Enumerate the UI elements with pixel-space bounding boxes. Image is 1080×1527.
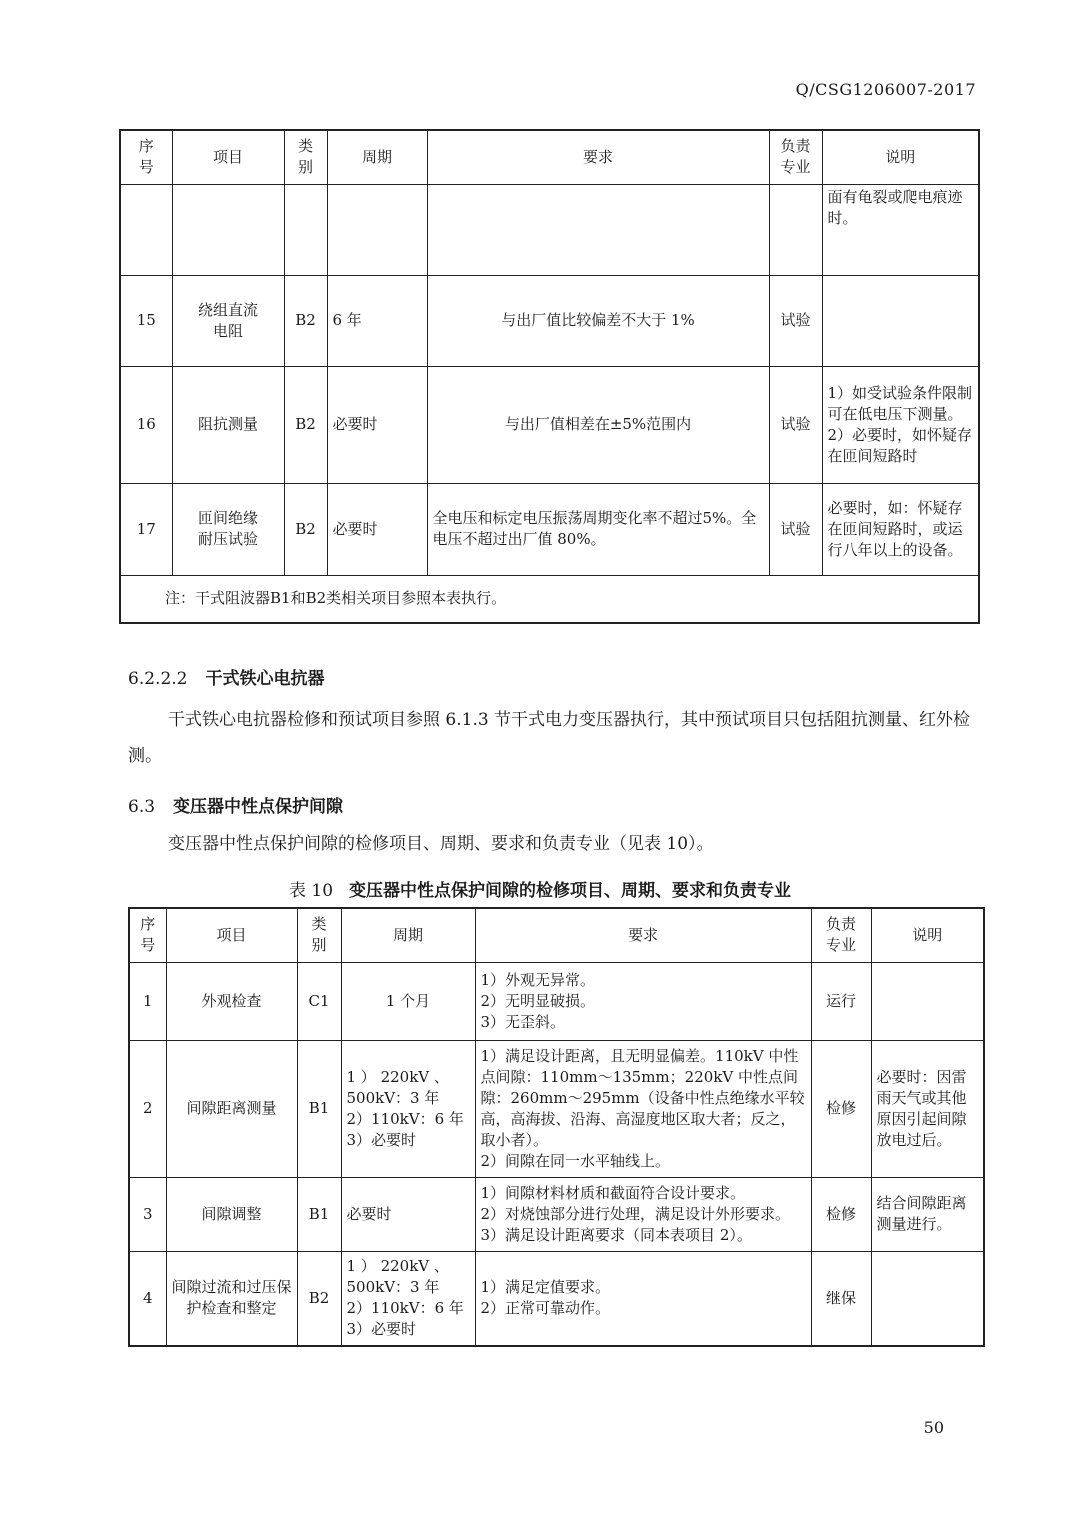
cell-responsible: 检修 [811, 1177, 871, 1251]
cell-note: 1）如受试验条件限制可在低电压下测量。 2）必要时，如怀疑存在匝间短路时 [822, 366, 979, 483]
cell-period: 6 年 [327, 275, 427, 366]
cell-item: 阻抗测量 [172, 366, 284, 483]
table-row [129, 1040, 984, 1177]
cell-item: 间隙距离测量 [166, 1040, 297, 1177]
cell-category: B1 [297, 1040, 341, 1177]
cell-note: 结合间隙距离测量进行。 [871, 1177, 984, 1251]
cell-category: B2 [284, 366, 327, 483]
table-row [129, 1251, 984, 1346]
cell-item: 外观检查 [166, 962, 297, 1040]
caption-title: 变压器中性点保护间隙的检修项目、周期、要求和负责专业 [349, 881, 792, 901]
section-63-heading [128, 792, 343, 817]
cell-seq: 16 [120, 366, 172, 483]
table-9-continuation [119, 129, 980, 624]
cell-period: 必要时 [341, 1177, 475, 1251]
cell-requirement: 与出厂值相差在±5%范围内 [427, 366, 769, 483]
table-header-row [129, 908, 984, 962]
cell-category: B2 [297, 1251, 341, 1346]
document-code: Q/CSG1206007-2017 [795, 80, 976, 99]
header-requirement: 要求 [427, 130, 769, 184]
cell-note: 必要时，如：怀疑存在匝间短路时，或运行八年以上的设备。 [822, 483, 979, 575]
cell-period: 必要时 [327, 366, 427, 483]
table-header-row [120, 130, 979, 184]
cell-requirement: 1）满足设计距离，且无明显偏差。110kV 中性点间隙：110mm～135mm；220kV 中性点间隙：260mm～295mm（设备中性点绝缘水平较高，高海拔、沿海、高湿度地区取大者；反之，取小者）。 2）间隙在同一水平轴线上。 [475, 1040, 811, 1177]
cell-requirement: 1）间隙材料材质和截面符合设计要求。 2）对烧蚀部分进行处理，满足设计外形要求。 3）满足设计距离要求（同本表项目 2）。 [475, 1177, 811, 1251]
header-responsible: 负责 专业 [769, 130, 822, 184]
cell-responsible: 试验 [769, 483, 822, 575]
cell-item [172, 184, 284, 275]
cell-period: 必要时 [327, 483, 427, 575]
cell-category: B2 [284, 483, 327, 575]
cell-category [284, 184, 327, 275]
cell-period: 1 ） 220kV 、500kV：3 年 2）110kV：6 年 3）必要时 [341, 1251, 475, 1346]
header-period: 周期 [327, 130, 427, 184]
section-number: 6.2.2.2 [128, 669, 188, 689]
cell-category: C1 [297, 962, 341, 1040]
cell-responsible: 运行 [811, 962, 871, 1040]
cell-responsible: 检修 [811, 1040, 871, 1177]
table-note: 注：干式阻波器B1和B2类相关项目参照本表执行。 [120, 575, 979, 623]
table-note-row [120, 575, 979, 623]
cell-note: 必要时：因雷雨天气或其他原因引起间隙放电过后。 [871, 1040, 984, 1177]
cell-period [327, 184, 427, 275]
cell-note [871, 1251, 984, 1346]
section-title: 变压器中性点保护间隙 [173, 797, 344, 817]
header-category: 类 别 [284, 130, 327, 184]
cell-seq: 1 [129, 962, 166, 1040]
cell-requirement: 1）满足定值要求。 2）正常可靠动作。 [475, 1251, 811, 1346]
cell-item: 绕组直流 电阻 [172, 275, 284, 366]
header-item: 项目 [172, 130, 284, 184]
section-6222-heading [128, 664, 324, 689]
page-number: 50 [923, 1418, 944, 1437]
header-period: 周期 [341, 908, 475, 962]
caption-number: 表 10 [288, 881, 334, 901]
header-item: 项目 [166, 908, 297, 962]
table-10 [128, 907, 985, 1347]
header-requirement: 要求 [475, 908, 811, 962]
cell-category: B2 [284, 275, 327, 366]
cell-requirement: 1）外观无异常。 2）无明显破损。 3）无歪斜。 [475, 962, 811, 1040]
cell-responsible: 继保 [811, 1251, 871, 1346]
cell-period: 1 ） 220kV 、500kV：3 年 2）110kV：6 年 3）必要时 [341, 1040, 475, 1177]
cell-responsible: 试验 [769, 366, 822, 483]
section-number: 6.3 [128, 797, 156, 817]
table-10-caption [0, 876, 1080, 901]
cell-requirement [427, 184, 769, 275]
cell-seq: 2 [129, 1040, 166, 1177]
table-row [120, 483, 979, 575]
header-seq: 序 号 [129, 908, 166, 962]
header-responsible: 负责 专业 [811, 908, 871, 962]
cell-requirement: 与出厂值比较偏差不大于 1% [427, 275, 769, 366]
header-category: 类 别 [297, 908, 341, 962]
table-row [129, 962, 984, 1040]
cell-seq [120, 184, 172, 275]
cell-note: 面有龟裂或爬电痕迹时。 [822, 184, 979, 275]
cell-item: 匝间绝缘 耐压试验 [172, 483, 284, 575]
table-row [120, 184, 979, 275]
header-note: 说明 [822, 130, 979, 184]
cell-note [871, 962, 984, 1040]
cell-category: B1 [297, 1177, 341, 1251]
cell-item: 间隙过流和过压保护检查和整定 [166, 1251, 297, 1346]
cell-seq: 4 [129, 1251, 166, 1346]
cell-seq: 17 [120, 483, 172, 575]
section-title: 干式铁心电抗器 [205, 669, 325, 689]
header-seq: 序 号 [120, 130, 172, 184]
cell-responsible [769, 184, 822, 275]
cell-item: 间隙调整 [166, 1177, 297, 1251]
table-row [120, 275, 979, 366]
cell-requirement: 全电压和标定电压振荡周期变化率不超过5%。全电压不超过出厂值 80%。 [427, 483, 769, 575]
cell-seq: 3 [129, 1177, 166, 1251]
cell-note [822, 275, 979, 366]
section-63-paragraph: 变压器中性点保护间隙的检修项目、周期、要求和负责专业（见表 10）。 [168, 834, 714, 854]
table-row [120, 366, 979, 483]
section-6222-paragraph: 干式铁心电抗器检修和预试项目参照 6.1.3 节干式电力变压器执行，其中预试项目只包括阻抗测量、红外检测。 [128, 710, 971, 766]
cell-period: 1 个月 [341, 962, 475, 1040]
table-row [129, 1177, 984, 1251]
cell-responsible: 试验 [769, 275, 822, 366]
cell-seq: 15 [120, 275, 172, 366]
header-note: 说明 [871, 908, 984, 962]
